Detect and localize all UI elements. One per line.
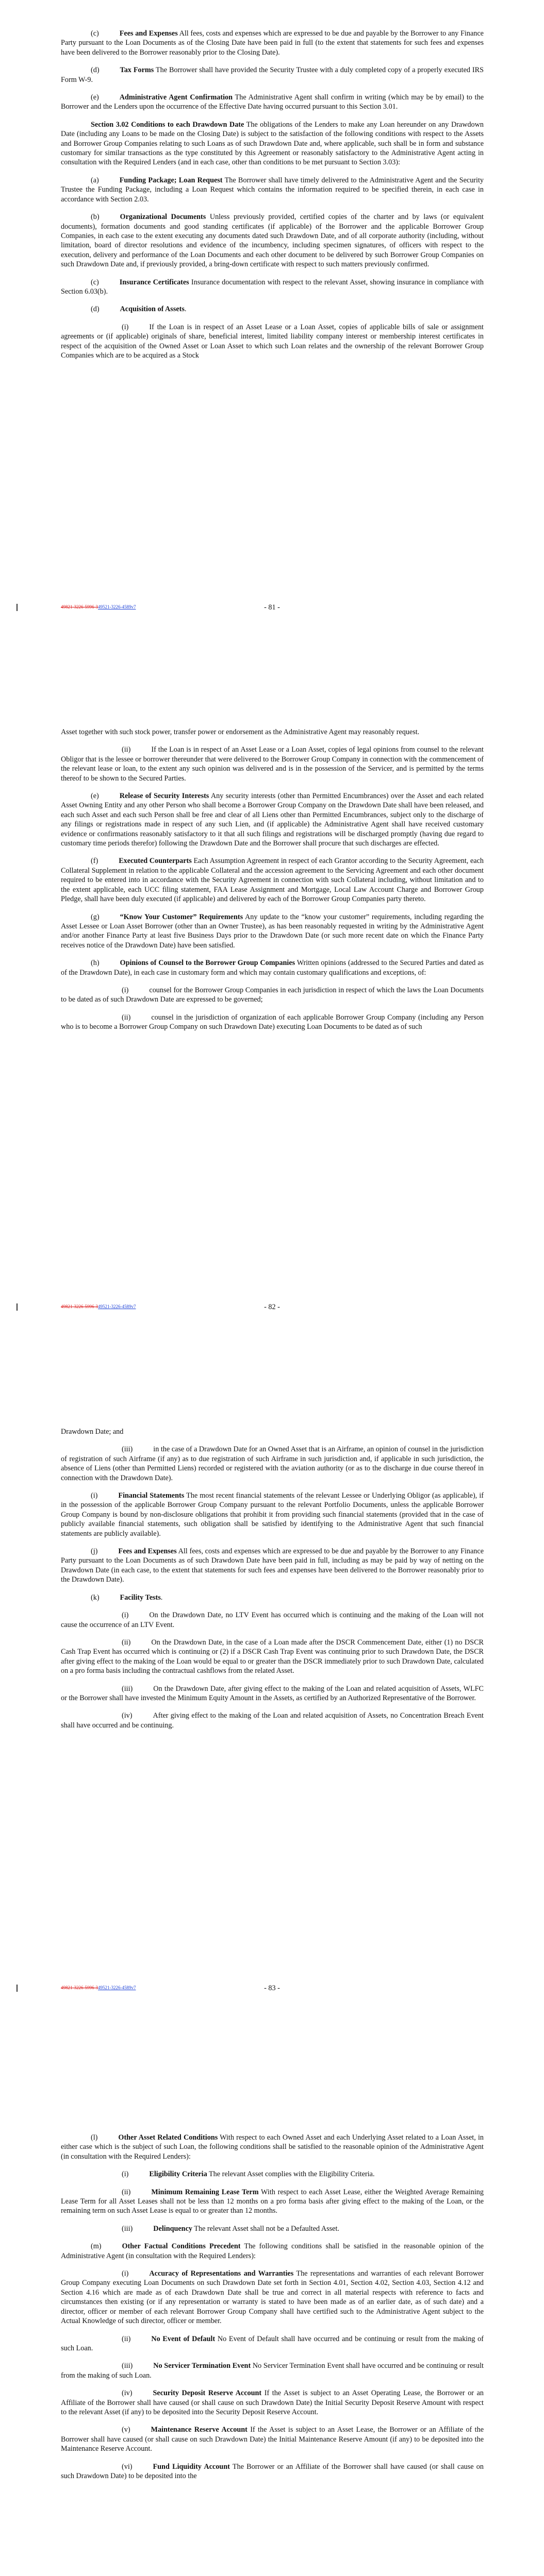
clause-heading: Organizational Documents [120,213,206,222]
page-number: - 83 - [264,1984,280,1992]
clause-heading: No Event of Default [151,2334,216,2343]
clause-heading: Release of Security Interests [119,792,209,801]
paragraph [61,212,484,269]
clause-label: (k) [91,1593,100,1602]
paragraph [61,93,484,112]
clause-label: (ii) [122,1638,131,1647]
clause-label: (d) [91,66,100,75]
clause-label: (d) [91,305,100,314]
clause-label: (e) [91,93,99,102]
clause-label: (ii) [122,2188,131,2196]
clause-label: (g) [91,912,100,921]
page-body [61,29,484,368]
clause-text: If the Asset is subject to an Asset Lease, the Borrower or an Affiliate of the Borrower shall have caused (or shall cause on such Drawdown Date) the Initial Maintenance Reserve Amount (if any) to be deposited into the Maintenance Reserve Account. [61,2426,484,2453]
document-id: 49821-3226-5996-349521-3226-4589v7 [61,1304,136,1309]
clause-heading: Executed Counterparts [119,857,192,866]
clause-label: (e) [91,792,99,801]
clause-text: On the Drawdown Date, after giving effect to the making of the Loan and related acquisition of Assets, WLFC or the Borrower shall have invested the Minimum Equity Amount in the Assets, as certified by an Authorized Representative of the Borrower. [61,1684,484,1702]
clause-heading: Accuracy of Representations and Warranties [149,2269,294,2278]
clause-label: (j) [91,1547,98,1556]
clause-heading: Delinquency [153,2224,192,2233]
page-footer [0,603,544,614]
clause-text: The relevant Asset complies with the Eligibility Criteria. [207,2170,375,2179]
clause-heading: Facility Tests [120,1593,161,1602]
clause-label: (m) [91,2242,102,2251]
paragraph [61,1013,484,1032]
clause-label: (f) [91,857,98,866]
clause-text: . [184,305,187,314]
clause-label: (a) [91,176,99,184]
paragraph [61,29,484,57]
document-id: 49821-3226-5996-349521-3226-4589v7 [61,1985,136,1990]
clause-label: (i) [122,323,129,331]
clause-label: (i) [91,1492,98,1500]
clause-heading: Tax Forms [120,66,154,75]
clause-heading: Fund Liquidity Account [153,2462,230,2471]
paragraph [61,1547,484,1585]
clause-text: With respect to each Owned Asset and each Underlying Asset related to a Loan Asset, in either case which is the subject of such Loan, the following conditions shall be satisfied to the reasonable opinion of the Administrative Agent (in consultation with the Required Lenders): [61,2133,484,2161]
page-number: - 82 - [264,1303,280,1311]
clause-label: (iv) [122,1711,133,1720]
paragraph [61,1445,484,1483]
clause-label: (iii) [122,1445,133,1454]
clause-heading: Financial Statements [118,1492,185,1500]
clause-heading: Funding Package; Loan Request [119,176,223,184]
clause-label: (iv) [122,2389,133,2398]
clause-text: Asset together with such stock power, transfer power or endorsement as the Administrative Agent may reasonably request. [61,728,420,736]
paragraph [61,2425,484,2453]
clause-label: (i) [122,2269,129,2278]
paragraph [61,1427,484,1436]
paragraph [61,2170,484,2179]
clause-label: (l) [91,2133,98,2142]
paragraph [61,1638,484,1676]
clause-label: (c) [91,29,99,38]
paragraph [61,727,484,737]
document-id: 49821-3226-5996-349521-3226-4589v7 [61,604,136,609]
clause-text: If the Asset is subject to an Asset Operating Lease, the Borrower or an Affiliate of the Borrower shall have caused (or shall cause on such Drawdown Date) the Initial Security Deposit Reserve Amount with respect to the relevant Asset (if any) to be deposited into the Security Deposit Reserve Account. [61,2389,484,2416]
clause-label: (i) [122,1611,129,1620]
clause-label: (i) [122,986,129,994]
clause-label: (iii) [122,1684,133,1693]
paragraph [61,2388,484,2417]
clause-label: (v) [122,2426,130,2434]
clause-text: If the Loan is in respect of an Asset Lease or a Loan Asset, copies of legal opinions from counsel to the relevant Obligor that is the lessee or borrower thereunder that were delivered to the Borrower Group Company in connection with the commencement of the relevant lease or loan, to the extent any such opinion was delivered and is in the possession of the Servicer, and is permitted by the terms thereof to be shown to the Secured Parties. [61,745,484,783]
clause-text: Any update to the “know your customer” requirements, including regarding the Asset Lessee or Loan Asset Borrower (other than an Owner Trustee), as has been reasonably requested in writing by the Administrative Agent and/or another Finance Party at least five Business Days prior to the Drawdown Date (or such more recent date on which the Finance Party receives notice of the Drawdown Date) have been satisfied. [61,912,484,950]
paragraph [61,2334,484,2353]
paragraph [61,120,484,167]
clause-heading: Eligibility Criteria [149,2170,207,2179]
paragraph [61,1684,484,1703]
clause-text: If the Loan is in respect of an Asset Lease or a Loan Asset, copies of applicable bills of sale or assignment agreements or (if applicable) originals of share, beneficial interest, limited liability company interest or membership interest certificates in respect of the acquisition of the Owned Asset or Loan Asset to which such Loan relates and the ownership of the relevant Borrower Group Companies which are to be acquired as a Stock [61,323,484,360]
clause-text: After giving effect to the making of the Loan and related acquisition of Assets, no Concentration Breach Event shall have occurred and be continuing. [61,1711,484,1730]
clause-heading: Opinions of Counsel to the Borrower Group Companies [120,959,295,968]
paragraph [61,2462,484,2481]
clause-heading: Fees and Expenses [118,1547,177,1556]
clause-text: On the Drawdown Date, in the case of a Loan made after the DSCR Commencement Date, either (1) no DSCR Cash Trap Event has occurred which is continuing or (2) if a DSCR Cash Trap Event was continuing prior to such Drawdown Date, the DSCR after giving effect to the making of the Loan would be equal to or greater than the DSCR immediately prior to such Drawdown Date, calculated on a pro forma basis including the contractual cashflows from the related Asset. [61,1638,484,1675]
clause-text: The relevant Asset shall not be a Defaulted Asset. [192,2224,339,2233]
clause-text: With respect to each Asset Lease, either the Weighted Average Remaining Lease Term for all Asset Leases shall not be less than 12 months on a pro forma basis after giving effect to the making of the Loan, or the remaining term on such Asset Lease is equal to or greater than 12 months. [61,2188,484,2215]
page-body [61,2133,484,2489]
page-body [61,727,484,1040]
clause-label: (iii) [122,2224,133,2233]
clause-text: The Borrower or an Affiliate of the Borrower shall have caused (or shall cause on such Drawdown Date) to be deposited into the [61,2462,484,2480]
clause-heading: Section 3.02 Conditions to each Drawdown Date [91,120,244,129]
clause-text: Insurance documentation with respect to the relevant Asset, showing insurance in compliance with Section 6.03(b). [61,278,484,296]
paragraph [61,1611,484,1630]
clause-text: The Borrower shall have timely delivered to the Administrative Agent and the Security Trustee the Funding Package, including a Loan Request which contains the information required to be specified therein, in each case in accordance with Section 2.03. [61,176,484,204]
paragraph [61,2361,484,2380]
paragraph [61,278,484,297]
paragraph [61,958,484,977]
clause-label: (b) [91,213,100,222]
clause-text: Any security interests (other than Permitted Encumbrances) over the Asset and each related Asset Owning Entity and any other Person who shall become a Borrower Group Company on the Drawdown Date shall have been released, and each such Asset and each such Person shall be free and clear of all Liens other than Permitted Encumbrances, subject only to the discharge of any filings or registrations made in respect of any such Lien, and (if applicable) the Administrative Agent shall have received customary evidence or confirmations reasonably satisfactory to it that all such filings and registrations will be discharged promptly (having due regard to customary time periods therefor) following the Drawdown Date and the Borrower shall procure that such discharges are effected. [61,792,484,848]
clause-heading: Security Deposit Reserve Account [153,2389,262,2398]
clause-text: The Borrower shall have provided the Security Trustee with a duly completed copy of a properly executed IRS Form W-9. [61,66,484,84]
page-body [61,1427,484,1738]
clause-heading: Other Factual Conditions Precedent [122,2242,241,2251]
clause-heading: Minimum Remaining Lease Term [151,2188,259,2196]
clause-text: The obligations of the Lenders to make any Loan hereunder on any Drawdown Date (including any Loans to be made on the Closing Date) is subject to the satisfaction of the following conditions with respect to the Assets and Borrower Group Companies relating to such Loans as of such Drawdown Date and, where applicable, such shall be in form and substance customary for similar transactions as the type constituted by this Agreement or reasonably satisfactory to the Administrative Agent acting in consultation with the Required Lenders (and in each case, other than conditions to be met pursuant to Section 3.03): [61,120,484,167]
clause-label: (h) [91,959,100,968]
paragraph [61,176,484,204]
clause-text: in the case of a Drawdown Date for an Owned Asset that is an Airframe, an opinion of counsel in the jurisdiction of registration of such Airframe (if any) as to due registration of such Airframe in such jurisdiction and, if applicable in such jurisdiction, the absence of Liens (other than Permitted Liens) recorded or registered with the aviation authority (or as to the discharge in due course thereof in connection with the Drawdown Date). [61,1445,484,1482]
clause-text: . [160,1593,163,1602]
clause-heading: Fees and Expenses [119,29,178,38]
clause-text: No Servicer Termination Event shall have occurred and be continuing or result from the making of such Loan. [61,2362,484,2380]
clause-heading: Acquisition of Assets [120,305,185,314]
page-number: - 81 - [264,603,280,612]
clause-text: The representations and warranties of each relevant Borrower Group Company executing Loan Documents on such Drawdown Date set forth in Section 4.01, Section 4.02, Section 4.03, Section 4.12 and Section 4.16 which are made as of each Drawdown Date shall be true and correct in all material respects with reference to facts and circumstances then existing (or if any representation or warranty is stated to have been made as of an earlier date, as of such date) and a director, officer or member of each relevant Borrower Group Company shall have certified such to the Administrative Agent subject to the Actual Knowledge of such director, officer or member. [61,2269,484,2326]
clause-label: (i) [122,2170,129,2179]
paragraph [61,791,484,848]
paragraph [61,1491,484,1538]
clause-label: (c) [91,278,99,286]
clause-text: Unless previously provided, certified copies of the charter and by laws (or equivalent documents), formation documents and good standing certificates (if applicable) of the Borrower and the applicable Borrower Group Companies, in each case to the extent executing any documents dated such Drawdown Date, and of all corporate authority (including, without limitation, board of director resolutions and evidence of the incumbency, including specimen signatures, of officers with respect to the execution, delivery and performance of the Loan Documents and each other document to be delivered by such Borrower Group Companies on such Drawdown Date and, if previously provided, a bring-down certificate with respect to such matters previously confirmed. [61,213,484,269]
page-footer [0,1302,544,1314]
clause-heading: No Servicer Termination Event [153,2362,251,2370]
clause-text: The following conditions shall be satisfied in the reasonable opinion of the Administrative Agent (in consultation with the Required Lenders): [61,2242,484,2260]
clause-text: All fees, costs and expenses which are expressed to be due and payable by the Borrower to any Finance Party pursuant to the Loan Documents as of the Closing Date have been paid in full (to the extent that statements for such fees and expenses have been delivered to the Borrower reasonably prior to the Closing Date). [61,29,484,57]
paragraph [61,1711,484,1730]
paragraph [61,1593,484,1602]
clause-heading: Administrative Agent Confirmation [119,93,233,102]
clause-label: (ii) [122,745,131,754]
paragraph [61,2269,484,2326]
clause-label: (ii) [122,2334,131,2343]
clause-text: Written opinions (addressed to the Secured Parties and dated as of the Drawdown Date), in each case in customary form and which may contain customary qualifications and exceptions, of: [61,959,484,977]
clause-text: No Event of Default shall have occurred and be continuing or result from the making of such Loan. [61,2334,484,2352]
clause-text: On the Drawdown Date, no LTV Event has occurred which is continuing and the making of the Loan will not cause the occurrence of an LTV Event. [61,1611,484,1629]
paragraph [61,304,484,314]
clause-heading: Maintenance Reserve Account [151,2426,248,2434]
clause-heading: Other Asset Related Conditions [118,2133,218,2142]
clause-text: counsel for the Borrower Group Companies in each jurisdiction in respect of which the laws the Loan Documents to be dated as of such Drawdown Date are expressed to be governed; [61,986,484,1004]
paragraph [61,745,484,783]
paragraph [61,856,484,904]
paragraph [61,912,484,951]
clause-label: (vi) [122,2462,133,2471]
clause-text: The Administrative Agent shall confirm in writing (which may be by email) to the Borrower and the Lenders upon the occurrence of the Effective Date having occurred pursuant to this Section 3.01. [61,93,484,111]
clause-text: The most recent financial statements of the relevant Lessee or Underlying Obligor (as applicable), if in the possession of the applicable Borrower Group Company pursuant to the relevant Portfolio Documents, unless the applicable Borrower Group Company is bound by non-disclosure obligations that prohibit it from providing such financial statements (provided that in the case of publicly available financial statements, such obligation shall be satisfied by identifying to the Administrative Agent that such financial statements are publicly available). [61,1492,484,1538]
clause-text: Each Assumption Agreement in respect of each Grantor according to the Security Agreement, each Collateral Supplement in relation to the applicable Collateral and the accession agreement to the Servicing Agreement and each other document required to be entered into in accordance with the Security Agreement in connection with such Collateral including, without limitation and to the extent applicable, each UCC filing statement, FAA Lease Assignment and Mortgage, Local Law Account Charge and Borrower Group Pledge, shall have been duly executed (if applicable) and delivered by each of the Borrower Group Companies party thereto. [61,857,484,904]
paragraph [61,65,484,84]
clause-label: (iii) [122,2362,133,2370]
clause-text: Drawdown Date; and [61,1428,124,1436]
paragraph [61,986,484,1005]
paragraph [61,2224,484,2233]
clause-heading: Insurance Certificates [119,278,189,286]
paragraph [61,2188,484,2216]
clause-text: counsel in the jurisdiction of organization of each applicable Borrower Group Company (including any Person who is to become a Borrower Group Company on such Drawdown Date) executing Loan Documents to be dated as of such [61,1013,484,1031]
clause-text: All fees, costs and expenses which are expressed to be due and payable by the Borrower to any Finance Party pursuant to the Loan Documents as of such Drawdown Date have been paid in full, including as may be paid by way of netting on the Drawdown Date (in each case, to the extent that statements for such fees and expenses have been delivered to the Borrower reasonably prior to the Drawdown Date). [61,1547,484,1584]
clause-label: (ii) [122,1013,131,1022]
paragraph [61,2133,484,2161]
paragraph [61,323,484,361]
paragraph [61,2242,484,2261]
clause-heading: “Know Your Customer” Requirements [120,912,243,921]
page-footer [0,1984,544,1995]
